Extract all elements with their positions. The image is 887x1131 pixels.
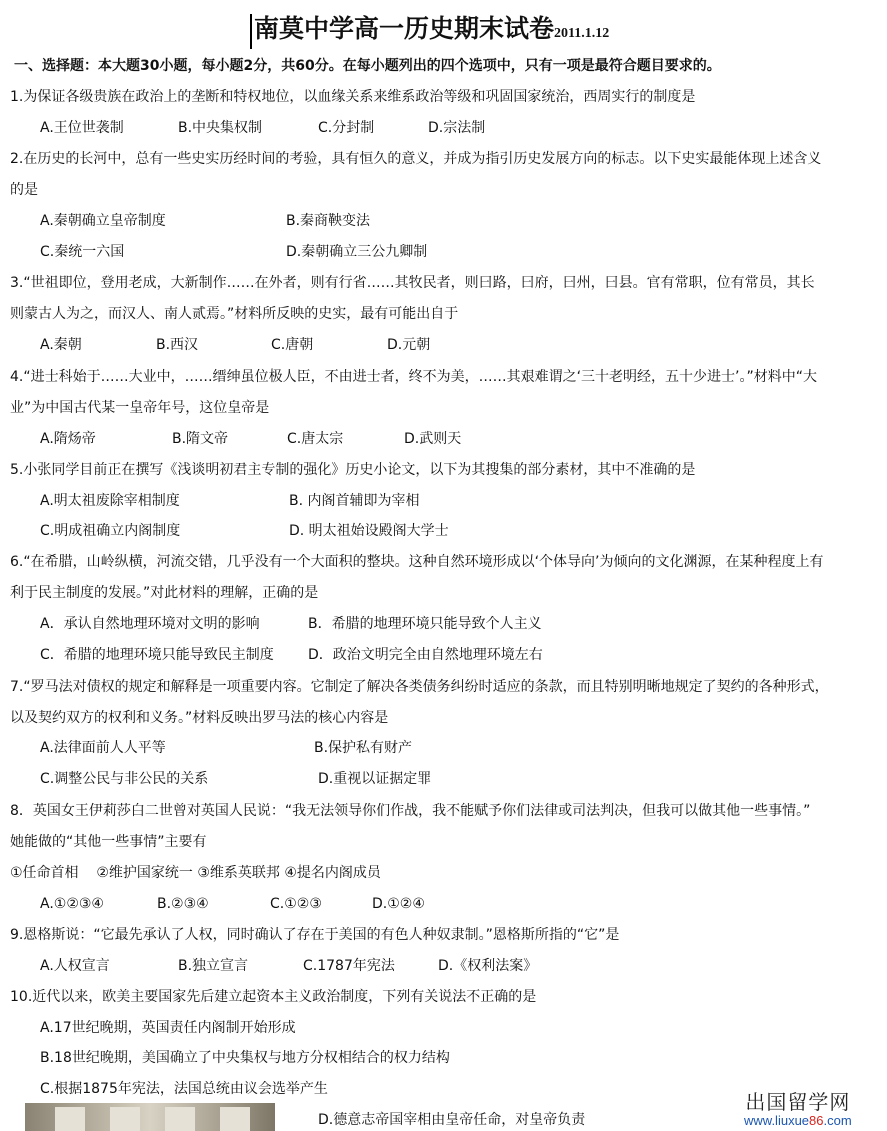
q1-option-b: B.中央集权制 [178,120,263,136]
q3-option-a: A.秦朝 [40,337,82,353]
q2-stem-2: 的是 [10,182,38,198]
q7-option-c: C.调整公民与非公民的关系 [40,771,209,787]
url-part: .com [823,1113,852,1128]
q7-option-b: B.保护私有财产 [314,740,413,756]
q5-stem: 5.小张同学目前正在撰写《浅谈明初君主专制的强化》历史小论文，以下为其搜集的部分素材，其中不准确的是 [10,462,696,478]
q4-option-c: C.唐太宗 [287,431,344,447]
q1-option-a: A.王位世袭制 [40,120,124,136]
historical-photo [25,1103,275,1131]
q3-option-c: C.唐朝 [271,337,314,353]
q2-option-d: D.秦朝确立三公九卿制 [286,244,428,260]
q7-stem-2: 以及契约双方的权利和义务。”材料反映出罗马法的核心内容是 [10,710,389,726]
q4-stem-2: 业”为中国古代某一皇帝年号，这位皇帝是 [10,400,270,416]
q9-option-a: A.人权宣言 [40,958,110,974]
q9-option-c: C.1787年宪法 [303,958,395,974]
q3-stem-1: 3.“世祖即位，登用老成，大新制作……在外者，则有行省……其牧民者，则曰路，曰府，曰州，曰县。官有常职，位有常员，其长 [10,275,815,291]
q8-items: ①任命首相 ②维护国家统一 ③维系英联邦 ④提名内阁成员 [10,865,381,881]
q5-option-d: D. 明太祖始设殿阁大学士 [289,523,449,539]
q4-option-a: A.隋炀帝 [40,431,96,447]
q1-stem: 1.为保证各级贵族在政治上的垄断和特权地位，以血缘关系来维系政治等级和巩固国家统治，西周实行的制度是 [10,89,696,105]
q6-stem-2: 利于民主制度的发展。”对此材料的理解，正确的是 [10,585,319,601]
q6-option-c: C．希腊的地理环境只能导致民主制度 [40,647,274,663]
exam-date: 2011.1.12 [554,26,610,41]
q6-stem-1: 6.“在希腊，山岭纵横，河流交错，几乎没有一个大面积的整块。这种自然环境形成以‘个体导向’为倾向的文化渊源，在某种程度上有 [10,554,824,570]
q8-option-d: D.①②④ [372,896,425,912]
q6-option-b: B．希腊的地理环境只能导致个人主义 [308,616,542,632]
q7-option-d: D.重视以证据定罪 [318,771,432,787]
watermark-text: 出国留学网 [745,1090,851,1114]
q10-option-d: D.德意志帝国宰相由皇帝任命，对皇帝负责 [318,1112,586,1128]
q10-option-b: B.18世纪晚期，美国确立了中央集权与地方分权相结合的权力结构 [40,1050,450,1066]
q2-option-c: C.秦统一六国 [40,244,125,260]
q7-option-a: A.法律面前人人平等 [40,740,166,756]
q2-option-b: B.秦商鞅变法 [286,213,371,229]
q5-option-b: B. 内阁首辅即为宰相 [289,493,420,509]
q9-stem: 9.恩格斯说：“它最先承认了人权，同时确认了存在于美国的有色人种奴隶制。”恩格斯所指的“它”是 [10,927,620,943]
q6-option-a: A．承认自然地理环境对文明的影响 [40,616,260,632]
q4-option-b: B.隋文帝 [172,431,229,447]
q4-option-d: D.武则天 [404,431,462,447]
q9-option-d: D.《权利法案》 [438,958,538,974]
url-part: 86 [809,1113,824,1128]
watermark-url [744,1113,852,1128]
q3-stem-2: 则蒙古人为之，而汉人、南人贰焉。”材料所反映的史实，最有可能出自于 [10,306,459,322]
section-instruction: 一、选择题：本大题30小题，每小题2分，共60分。在每小题列出的四个选项中，只有一项是最符合题目要求的。 [14,58,721,74]
q5-option-a: A.明太祖废除宰相制度 [40,493,180,509]
q1-option-c: C.分封制 [318,120,375,136]
watermark-logo [744,1092,852,1128]
q2-option-a: A.秦朝确立皇帝制度 [40,213,166,229]
q4-stem-1: 4.“进士科始于……大业中，……缙绅虽位极人臣，不由进士者，终不为美，……其艰难谓之‘三十老明经，五十少进士’。”材料中“大 [10,369,818,385]
q10-stem: 10.近代以来，欧美主要国家先后建立起资本主义政治制度，下列有关说法不正确的是 [10,989,537,1005]
q10-option-c: C.根据1875年宪法，法国总统由议会选举产生 [40,1081,328,1097]
q8-option-a: A.①②③④ [40,896,104,912]
page-title [250,14,609,49]
q1-option-d: D.宗法制 [428,120,486,136]
q8-stem-1: 8．英国女王伊莉莎白二世曾对英国人民说：“我无法领导你们作战，我不能赋予你们法律或司法判决，但我可以做其他一些事情。” [10,803,811,819]
q8-option-b: B.②③④ [157,896,209,912]
q8-stem-2: 她能做的“其他一些事情”主要有 [10,834,207,850]
q10-option-a: A.17世纪晚期，英国责任内阁制开始形成 [40,1020,296,1036]
url-part: www.liuxue [744,1113,810,1128]
title-text: 南莫中学高一历史期末试卷 [254,14,555,43]
q9-option-b: B.独立宣言 [178,958,249,974]
q6-option-d: D．政治文明完全由自然地理环境左右 [308,647,543,663]
q2-stem-1: 2.在历史的长河中，总有一些史实历经时间的考验，具有恒久的意义，并成为指引历史发展方向的标志。以下史实最能体现上述含义 [10,151,822,167]
q5-option-c: C.明成祖确立内阁制度 [40,523,181,539]
q7-stem-1: 7.“罗马法对债权的规定和解释是一项重要内容。它制定了解决各类债务纠纷时适应的条款，而且特别明晰地规定了契约的各种形式， [10,679,829,695]
q3-option-d: D.元朝 [387,337,431,353]
q8-option-c: C.①②③ [270,896,322,912]
q3-option-b: B.西汉 [156,337,199,353]
